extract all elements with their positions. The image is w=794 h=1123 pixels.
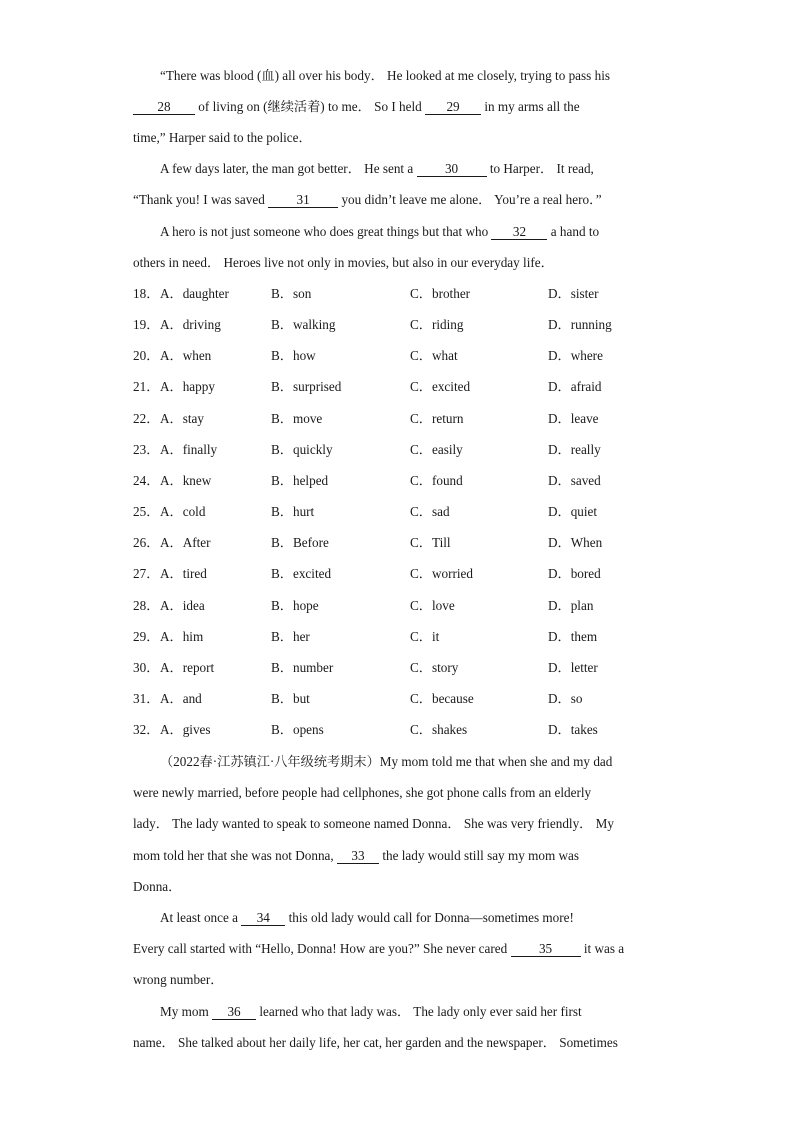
option-c[interactable]: C．love bbox=[410, 598, 455, 613]
option-a[interactable]: A．daughter bbox=[160, 286, 229, 301]
option-c[interactable]: C．excited bbox=[410, 379, 471, 394]
passage2-line bbox=[133, 940, 663, 958]
passage2-line: Donna． bbox=[133, 879, 182, 894]
passage-text: the lady would still say my mom was bbox=[379, 848, 580, 863]
option-d[interactable]: D．sister bbox=[548, 286, 599, 301]
option-d[interactable]: D．takes bbox=[548, 722, 598, 737]
option-c[interactable]: C．because bbox=[410, 691, 474, 706]
passage-text: to Harper． It read, bbox=[486, 161, 594, 176]
question-row bbox=[133, 721, 663, 739]
option-a[interactable]: A．and bbox=[160, 691, 202, 706]
question-row bbox=[133, 410, 663, 428]
blank-36[interactable]: 36 bbox=[212, 1004, 256, 1020]
option-c[interactable]: C．found bbox=[410, 473, 463, 488]
passage1-line bbox=[133, 98, 663, 116]
question-number: 18． bbox=[133, 286, 160, 301]
option-b[interactable]: B．hope bbox=[271, 598, 319, 613]
passage-text: “Thank you! I was saved bbox=[133, 192, 269, 207]
question-number: 21． bbox=[133, 379, 160, 394]
option-a[interactable]: A．idea bbox=[160, 598, 205, 613]
question-row bbox=[133, 534, 663, 552]
option-b[interactable]: B．opens bbox=[271, 722, 324, 737]
option-c[interactable]: C．riding bbox=[410, 317, 464, 332]
passage-text: you didn’t leave me alone． You’re a real hero．” bbox=[338, 192, 602, 207]
option-b[interactable]: B．walking bbox=[271, 317, 336, 332]
question-number: 26． bbox=[133, 535, 160, 550]
passage-text: learned who that lady was． The lady only ever said her first bbox=[256, 1004, 582, 1019]
question-row bbox=[133, 347, 663, 365]
option-b[interactable]: B．quickly bbox=[271, 442, 333, 457]
question-number: 25． bbox=[133, 504, 160, 519]
blank-31[interactable]: 31 bbox=[268, 192, 338, 208]
question-number: 30． bbox=[133, 660, 160, 675]
blank-29[interactable]: 29 bbox=[425, 99, 481, 115]
option-c[interactable]: C．return bbox=[410, 411, 464, 426]
option-a[interactable]: A．him bbox=[160, 629, 204, 644]
question-row bbox=[133, 503, 663, 521]
option-a[interactable]: A．driving bbox=[160, 317, 221, 332]
question-number: 29． bbox=[133, 629, 160, 644]
passage-text: this old lady would call for Donna—sometimes more! bbox=[285, 910, 574, 925]
passage1-line bbox=[160, 223, 690, 241]
option-b[interactable]: B．number bbox=[271, 660, 334, 675]
passage1-line bbox=[133, 191, 663, 209]
option-b[interactable]: B．son bbox=[271, 286, 312, 301]
option-a[interactable]: A．stay bbox=[160, 411, 204, 426]
question-row bbox=[133, 472, 663, 490]
option-b[interactable]: B．her bbox=[271, 629, 310, 644]
passage-text: Every call started with “Hello, Donna! How are you?” She never cared bbox=[133, 941, 511, 956]
question-row bbox=[133, 659, 663, 677]
option-d[interactable]: D．leave bbox=[548, 411, 599, 426]
passage2-source-line: （2022春·江苏镇江·八年级统考期末）My mom told me that when she and my dad bbox=[160, 754, 613, 769]
question-number: 28． bbox=[133, 598, 160, 613]
option-c[interactable]: C．what bbox=[410, 348, 458, 363]
question-number: 32． bbox=[133, 722, 160, 737]
option-a[interactable]: A．cold bbox=[160, 504, 206, 519]
question-number: 20． bbox=[133, 348, 160, 363]
blank-30[interactable]: 30 bbox=[417, 161, 487, 177]
passage-text: it was a bbox=[580, 941, 625, 956]
option-b[interactable]: B．hurt bbox=[271, 504, 315, 519]
option-d[interactable]: D．afraid bbox=[548, 379, 602, 394]
question-row bbox=[133, 690, 663, 708]
passage1-line: time,” Harper said to the police． bbox=[133, 130, 312, 145]
passage2-line: lady． The lady wanted to speak to someone named Donna． She was very friendly． My bbox=[133, 816, 614, 831]
blank-34[interactable]: 34 bbox=[241, 910, 285, 926]
option-d[interactable]: D．them bbox=[548, 629, 598, 644]
passage2-line bbox=[133, 847, 663, 865]
option-c[interactable]: C．Till bbox=[410, 535, 451, 550]
option-a[interactable]: A．After bbox=[160, 535, 211, 550]
option-c[interactable]: C．worried bbox=[410, 566, 473, 581]
option-c[interactable]: C．story bbox=[410, 660, 459, 675]
passage2-line bbox=[160, 909, 690, 927]
option-b[interactable]: B．surprised bbox=[271, 379, 342, 394]
passage-text: My mom bbox=[160, 1004, 213, 1019]
option-b[interactable]: B．but bbox=[271, 691, 310, 706]
option-a[interactable]: A．finally bbox=[160, 442, 218, 457]
option-a[interactable]: A．knew bbox=[160, 473, 212, 488]
question-number: 19． bbox=[133, 317, 160, 332]
question-row bbox=[133, 628, 663, 646]
option-c[interactable]: C．it bbox=[410, 629, 440, 644]
passage-text: of living on (继续活着) to me． So I held bbox=[195, 99, 426, 114]
question-row bbox=[133, 378, 663, 396]
passage2-line: were newly married, before people had cellphones, she got phone calls from an elderly bbox=[133, 785, 592, 800]
passage-text: A few days later, the man got better． He sent a bbox=[160, 161, 417, 176]
option-d[interactable]: D．running bbox=[548, 317, 612, 332]
passage-text: in my arms all the bbox=[481, 99, 580, 114]
option-b[interactable]: B．Before bbox=[271, 535, 329, 550]
passage1-line: others in need． Heroes live not only in movies, but also in our everyday life． bbox=[133, 255, 554, 270]
option-c[interactable]: C．sad bbox=[410, 504, 450, 519]
question-row bbox=[133, 316, 663, 334]
option-c[interactable]: C．easily bbox=[410, 442, 463, 457]
question-row bbox=[133, 565, 663, 583]
question-row bbox=[133, 597, 663, 615]
option-a[interactable]: A．happy bbox=[160, 379, 215, 394]
blank-32[interactable]: 32 bbox=[491, 224, 547, 240]
option-a[interactable]: A．gives bbox=[160, 722, 211, 737]
question-number: 24． bbox=[133, 473, 160, 488]
option-d[interactable]: D．saved bbox=[548, 473, 601, 488]
question-number: 27． bbox=[133, 566, 160, 581]
question-number: 31． bbox=[133, 691, 160, 706]
passage2-line bbox=[160, 1003, 690, 1021]
passage-text: a hand to bbox=[547, 224, 600, 239]
question-number: 23． bbox=[133, 442, 160, 457]
option-d[interactable]: D．so bbox=[548, 691, 583, 706]
option-c[interactable]: C．shakes bbox=[410, 722, 468, 737]
option-d[interactable]: D．bored bbox=[548, 566, 601, 581]
blank-35[interactable]: 35 bbox=[511, 941, 581, 957]
option-d[interactable]: D．really bbox=[548, 442, 601, 457]
option-d[interactable]: D．plan bbox=[548, 598, 594, 613]
option-a[interactable]: A．when bbox=[160, 348, 212, 363]
option-d[interactable]: D．letter bbox=[548, 660, 598, 675]
option-b[interactable]: B．how bbox=[271, 348, 316, 363]
blank-33[interactable]: 33 bbox=[337, 848, 379, 864]
passage-text: mom told her that she was not Donna, bbox=[133, 848, 338, 863]
option-b[interactable]: B．helped bbox=[271, 473, 329, 488]
option-d[interactable]: D．When bbox=[548, 535, 603, 550]
blank-28[interactable]: 28 bbox=[133, 99, 195, 115]
question-row bbox=[133, 285, 663, 303]
passage-text: A hero is not just someone who does great things but that who bbox=[160, 224, 492, 239]
option-b[interactable]: B．move bbox=[271, 411, 323, 426]
option-a[interactable]: A．report bbox=[160, 660, 215, 675]
option-d[interactable]: D．quiet bbox=[548, 504, 598, 519]
option-a[interactable]: A．tired bbox=[160, 566, 207, 581]
passage1-line: “There was blood (血) all over his body． He looked at me closely, trying to pass his bbox=[160, 68, 610, 83]
passage2-line: name． She talked about her daily life, her cat, her garden and the newspaper． Sometimes bbox=[133, 1035, 618, 1050]
question-number: 22． bbox=[133, 411, 160, 426]
passage1-line bbox=[160, 160, 690, 178]
passage-text: At least once a bbox=[160, 910, 242, 925]
option-b[interactable]: B．excited bbox=[271, 566, 332, 581]
option-d[interactable]: D．where bbox=[548, 348, 603, 363]
passage2-line: wrong number． bbox=[133, 972, 224, 987]
option-c[interactable]: C．brother bbox=[410, 286, 471, 301]
question-row bbox=[133, 441, 663, 459]
